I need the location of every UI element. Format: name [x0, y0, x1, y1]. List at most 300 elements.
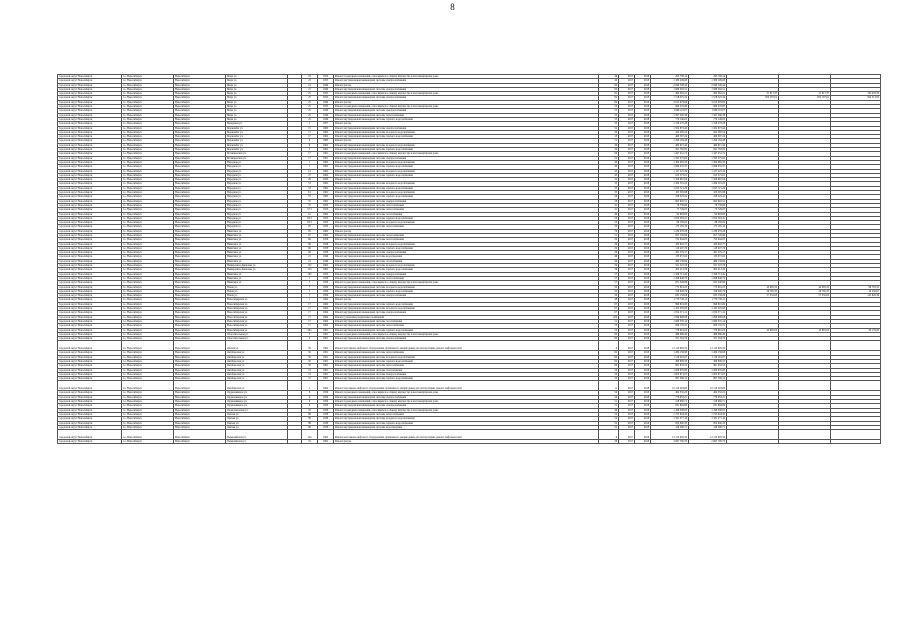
- cell-sum_a: 75 729,05: [651, 208, 689, 212]
- cell-city: г.о. Новосибирск: [122, 160, 174, 164]
- cell-region: городской округ Новосибирск: [58, 143, 122, 147]
- cell-sum_b: 1 116 291,67: [689, 355, 727, 359]
- cell-region: городской округ Новосибирск: [58, 100, 122, 104]
- cell-municipality: Новосибирск: [174, 264, 226, 268]
- cell-sum_a: 701 504,76: [651, 337, 689, 341]
- cell-sum_a: 778 991,03: [651, 328, 689, 332]
- cell-year_built: 1938: [318, 425, 334, 429]
- cell-building: 25: [302, 109, 318, 113]
- cell-region: городской округ Новосибирск: [58, 178, 122, 182]
- cell-year: 2018: [635, 169, 651, 173]
- cell-street: Обская ул.: [226, 341, 288, 351]
- cell-work: Ремонт внутридомовой инженерной системы горячего водоснабжения: [334, 289, 599, 293]
- cell-year_built: 1949: [318, 109, 334, 113]
- cell-work: Ремонт внутридомовой инженерной системы холодного водоснабжения: [334, 221, 599, 225]
- cell-municipality: Новосибирск: [174, 272, 226, 276]
- cell-house: [288, 430, 302, 440]
- cell-year: 2018: [635, 152, 651, 156]
- cell-u2: 2017: [619, 391, 635, 395]
- cell-city: г.о. Новосибирск: [122, 319, 174, 323]
- cell-city: г.о. Новосибирск: [122, 113, 174, 117]
- cell-u1: 50: [599, 122, 619, 126]
- cell-region: городской округ Новосибирск: [58, 130, 122, 134]
- cell-work: Ремонт внутридомовой инженерной системы электроснабжения: [334, 337, 599, 341]
- cell-work: Ремонт внутридомовой инженерной системы электроснабжения: [334, 311, 599, 315]
- cell-work: Ремонт внутридомовой инженерной системы теплоснабжения: [334, 233, 599, 237]
- cell-sum_b: 913 375,61: [689, 173, 727, 177]
- cell-work: Ремонт внутридомовой инженерной системы горячего водоснабжения: [334, 302, 599, 306]
- cell-street: Новосибирская ул.: [226, 319, 288, 323]
- cell-street: Омская ул.: [226, 412, 288, 416]
- cell-sum_b: 12 110 995,59: [689, 341, 727, 351]
- cell-building: 65: [302, 225, 318, 229]
- cell-year_built: 1959: [318, 294, 334, 298]
- cell-sum_a: 404 332,22: [651, 391, 689, 395]
- cell-u1: 60: [599, 355, 619, 359]
- cell-street: Орджоникидзе ул.: [226, 404, 288, 408]
- cell-u1: 52: [599, 412, 619, 416]
- cell-u1: 41: [599, 208, 619, 212]
- cell-city: г.о. Новосибирск: [122, 182, 174, 186]
- cell-u2: 2017: [619, 425, 635, 429]
- cell-street: Немировича-Данченко ул.: [226, 264, 288, 268]
- cell-street: Новая ул.: [226, 289, 288, 293]
- cell-u2: 2017: [619, 404, 635, 408]
- cell-year_built: 1962: [318, 440, 334, 444]
- cell-city: г.о. Новосибирск: [122, 122, 174, 126]
- cell-street: Никитина ул.: [226, 242, 288, 246]
- cell-city: г.о. Новосибирск: [122, 276, 174, 280]
- cell-building: 9: [302, 139, 318, 143]
- cell-building: 1/1: [302, 169, 318, 173]
- cell-year: 2018: [635, 79, 651, 83]
- cell-street: Обогатительная ул.: [226, 337, 288, 341]
- cell-street: Новая ул.: [226, 285, 288, 289]
- cell-city: г.о. Новосибирск: [122, 294, 174, 298]
- cell-region: городской округ Новосибирск: [58, 255, 122, 259]
- cell-street: Народная ул.: [226, 221, 288, 225]
- cell-city: г.о. Новосибирск: [122, 203, 174, 207]
- cell-year_built: 1961: [318, 152, 334, 156]
- cell-year_built: 1960: [318, 139, 334, 143]
- cell-city: г.о. Новосибирск: [122, 417, 174, 421]
- page-number: 8: [450, 2, 455, 12]
- cell-city: г.о. Новосибирск: [122, 105, 174, 109]
- cell-building: 21: [302, 259, 318, 263]
- cell-sum_b: 1 518 325,34: [689, 96, 727, 100]
- cell-u2: 2017: [619, 160, 635, 164]
- cell-year_built: 1961: [318, 368, 334, 372]
- cell-u2: 2017: [619, 294, 635, 298]
- cell-u2: 2017: [619, 139, 635, 143]
- cell-municipality: Новосибирск: [174, 233, 226, 237]
- cell-u2: 2017: [619, 281, 635, 285]
- cell-year_built: 1938: [318, 412, 334, 416]
- cell-sum_b: 460 597,24: [689, 135, 727, 139]
- cell-sum_a: 867 596,12: [651, 377, 689, 381]
- cell-municipality: Новосибирск: [174, 440, 226, 444]
- cell-work: Ремонт внутридомовой инженерной системы холодного водоснабжения: [334, 307, 599, 311]
- cell-sum_b: 318 926,79: [689, 289, 727, 293]
- cell-u2: 2017: [619, 264, 635, 268]
- cell-year_built: 1958: [318, 238, 334, 242]
- cell-region: городской округ Новосибирск: [58, 83, 122, 87]
- cell-work: Ремонт внутридомовой инженерной системы электроснабжения: [334, 372, 599, 376]
- cell-region: городской округ Новосибирск: [58, 199, 122, 203]
- cell-municipality: Новосибирск: [174, 337, 226, 341]
- cell-sum_a: 1 294 164,48: [651, 139, 689, 143]
- cell-city: г.о. Новосибирск: [122, 246, 174, 250]
- cell-year_built: 1959: [318, 285, 334, 289]
- cell-sum_b: 404 332,22: [689, 391, 727, 395]
- cell-x2: [779, 440, 831, 444]
- cell-work: Ремонт внутридомовой инженерной системы газоснабжения: [334, 319, 599, 323]
- cell-street: Новосибирская ул.: [226, 315, 288, 319]
- cell-year_built: 1961: [318, 364, 334, 368]
- cell-sum_b: 1 284 501,23: [689, 182, 727, 186]
- cell-year: 2018: [635, 395, 651, 399]
- cell-municipality: Новосибирск: [174, 182, 226, 186]
- cell-street: Новосибирская ул.: [226, 328, 288, 332]
- cell-u1: 60: [599, 83, 619, 87]
- cell-building: 61: [302, 212, 318, 216]
- cell-building: 25: [302, 100, 318, 104]
- cell-region: городской округ Новосибирск: [58, 221, 122, 225]
- cell-work: Ремонт внутридомовой инженерной системы электроснабжения: [334, 272, 599, 276]
- cell-year: 2018: [635, 229, 651, 233]
- cell-year_built: 1956: [318, 391, 334, 395]
- cell-building: 67: [302, 233, 318, 237]
- cell-x2: 43 865,03: [779, 328, 831, 332]
- cell-u2: 2017: [619, 152, 635, 156]
- cell-building: 51: [302, 377, 318, 381]
- cell-sum_b: 1 239 078,28: [689, 229, 727, 233]
- cell-city: г.о. Новосибирск: [122, 404, 174, 408]
- cell-city: г.о. Новосибирск: [122, 364, 174, 368]
- cell-city: г.о. Новосибирск: [122, 92, 174, 96]
- cell-u1: 28: [599, 195, 619, 199]
- cell-municipality: Новосибирск: [174, 75, 226, 79]
- cell-sum_b: 2 667 700,70: [689, 440, 727, 444]
- cell-municipality: Новосибирск: [174, 285, 226, 289]
- cell-municipality: Новосибирск: [174, 130, 226, 134]
- cell-sum_b: 635 158,66: [689, 294, 727, 298]
- cell-street: Обогатительная ул.: [226, 332, 288, 336]
- cell-year_built: 1953: [318, 216, 334, 220]
- cell-sum_a: 135 072,92: [651, 255, 689, 259]
- cell-work: Ремонт внутридомовой инженерной системы холодного водоснабжения: [334, 169, 599, 173]
- cell-sum_a: 3 615 678,60: [651, 100, 689, 104]
- cell-work: Ремонт внутридомовой инженерной системы теплоснабжения: [334, 225, 599, 229]
- cell-u2: 2017: [619, 381, 635, 391]
- cell-city: г.о. Новосибирск: [122, 400, 174, 404]
- cell-city: г.о. Новосибирск: [122, 242, 174, 246]
- cell-street: Народная ул.: [226, 186, 288, 190]
- cell-city: г.о. Новосибирск: [122, 307, 174, 311]
- cell-year: 2018: [635, 100, 651, 104]
- cell-municipality: Новосибирск: [174, 351, 226, 355]
- cell-year: 2018: [635, 324, 651, 328]
- cell-year_built: 1961: [318, 377, 334, 381]
- cell-street: Октябрьская ул.: [226, 368, 288, 372]
- cell-sum_a: 1 447 431,72: [651, 152, 689, 156]
- cell-sum_b: 484 915,44: [689, 143, 727, 147]
- cell-sum_a: 778 953,21: [651, 395, 689, 399]
- cell-year: 2018: [635, 238, 651, 242]
- cell-year: 2018: [635, 242, 651, 246]
- cell-year: 2018: [635, 400, 651, 404]
- cell-sum_a: 486 686,49: [651, 332, 689, 336]
- cell-work: Ремонт или замена лифтового оборудования, признанного непригодным для эксплуатации, ремонт лифтовых шахт: [334, 341, 599, 351]
- cell-region: городской округ Новосибирск: [58, 92, 122, 96]
- cell-year: 2018: [635, 268, 651, 272]
- cell-street: Мира ул.: [226, 92, 288, 96]
- cell-year: 2018: [635, 246, 651, 250]
- cell-u1: 49: [599, 212, 619, 216]
- cell-region: городской округ Новосибирск: [58, 404, 122, 408]
- cell-u1: 55: [599, 328, 619, 332]
- cell-municipality: Новосибирск: [174, 229, 226, 233]
- cell-street: Народная ул.: [226, 173, 288, 177]
- cell-sum_b: 775 819,25: [689, 285, 727, 289]
- cell-year_built: 1962: [318, 148, 334, 152]
- cell-work: Ремонт подъездных помещений, относящихся к общему имуществу в многоквартирном доме: [334, 400, 599, 404]
- cell-sum_a: 119 407,76: [651, 246, 689, 250]
- cell-x3: 89 783,35: [831, 285, 881, 289]
- cell-u2: 2017: [619, 203, 635, 207]
- cell-street: Никитина ул.: [226, 276, 288, 280]
- cell-u2: 2017: [619, 285, 635, 289]
- cell-work: Ремонт внутридомовой инженерной системы электроснабжения: [334, 87, 599, 91]
- cell-sum_b: 1 753 844,35: [689, 412, 727, 416]
- cell-sum_b: 360 809,35: [689, 360, 727, 364]
- cell-sum_b: 105 395,88: [689, 191, 727, 195]
- cell-city: г.о. Новосибирск: [122, 126, 174, 130]
- cell-sum_b: 175 165,10: [689, 225, 727, 229]
- cell-region: городской округ Новосибирск: [58, 421, 122, 425]
- cell-work: Ремонт внутридомовой инженерной системы холодного водоснабжения: [334, 285, 599, 289]
- cell-sum_b: 486 686,49: [689, 332, 727, 336]
- cell-year: 2018: [635, 160, 651, 164]
- cell-region: городской округ Новосибирск: [58, 229, 122, 233]
- cell-region: городской округ Новосибирск: [58, 341, 122, 351]
- cell-sum_a: 1 198 308,03: [651, 408, 689, 412]
- cell-year: 2018: [635, 272, 651, 276]
- cell-building: 1: [302, 165, 318, 169]
- cell-year_built: 1962: [318, 268, 334, 272]
- cell-municipality: Новосибирск: [174, 191, 226, 195]
- cell-sum_b: 228 525,41: [689, 195, 727, 199]
- cell-year_built: 1961: [318, 351, 334, 355]
- cell-sum_a: 78 739,60: [651, 203, 689, 207]
- cell-u1: 52: [599, 417, 619, 421]
- cell-city: г.о. Новосибирск: [122, 328, 174, 332]
- cell-sum_a: 489 139,84: [651, 259, 689, 263]
- cell-sum_a: 12 110 995,59: [651, 430, 689, 440]
- cell-year: 2018: [635, 126, 651, 130]
- cell-x1: 29 785,35: [727, 289, 779, 293]
- cell-u1: 51: [599, 400, 619, 404]
- cell-building: 63/1: [302, 216, 318, 220]
- cell-year_built: 1963: [318, 430, 334, 440]
- cell-u2: 2017: [619, 143, 635, 147]
- cell-year_built: 1961: [318, 360, 334, 364]
- cell-city: г.о. Новосибирск: [122, 96, 174, 100]
- cell-city: г.о. Новосибирск: [122, 208, 174, 212]
- cell-building: 23: [302, 75, 318, 79]
- cell-year: 2018: [635, 143, 651, 147]
- cell-street: Никитина ул.: [226, 233, 288, 237]
- cell-sum_a: 1 284 156,98: [651, 351, 689, 355]
- cell-work: Ремонт внутридомовой инженерной системы теплоснабжения: [334, 203, 599, 207]
- cell-u1: 229: [599, 315, 619, 319]
- cell-u2: 2017: [619, 182, 635, 186]
- cell-u1: 40: [599, 160, 619, 164]
- cell-city: г.о. Новосибирск: [122, 372, 174, 376]
- cell-u1: 29: [599, 130, 619, 134]
- cell-u2: 2017: [619, 113, 635, 117]
- cell-region: городской округ Новосибирск: [58, 372, 122, 376]
- cell-u2: 2017: [619, 191, 635, 195]
- cell-u1: 56: [599, 391, 619, 395]
- cell-sum_a: 770 146,03: [651, 117, 689, 121]
- cell-sum_b: 1 025 721,29: [689, 186, 727, 190]
- cell-year: 2018: [635, 289, 651, 293]
- cell-x3: 564 313,85: [831, 96, 881, 100]
- cell-sum_a: 1 103 205,83: [651, 307, 689, 311]
- cell-city: г.о. Новосибирск: [122, 289, 174, 293]
- cell-year: 2018: [635, 148, 651, 152]
- cell-u1: 6: [599, 341, 619, 351]
- cell-municipality: Новосибирск: [174, 364, 226, 368]
- cell-u1: 60: [599, 364, 619, 368]
- cell-u1: 67: [599, 311, 619, 315]
- cell-region: городской округ Новосибирск: [58, 430, 122, 440]
- cell-u1: 50: [599, 294, 619, 298]
- cell-city: г.о. Новосибирск: [122, 368, 174, 372]
- cell-city: г.о. Новосибирск: [122, 251, 174, 255]
- cell-city: г.о. Новосибирск: [122, 311, 174, 315]
- cell-city: г.о. Новосибирск: [122, 87, 174, 91]
- cell-building: 5: [302, 332, 318, 336]
- cell-sum_b: 3 615 678,60: [689, 100, 727, 104]
- cell-year_built: 1962: [318, 199, 334, 203]
- cell-year: 2018: [635, 281, 651, 285]
- cell-work: Ремонт внутридомовой инженерной системы горячего водоснабжения: [334, 216, 599, 220]
- cell-street: Народная ул.: [226, 212, 288, 216]
- cell-year_built: 1962: [318, 212, 334, 216]
- cell-building: 55: [302, 195, 318, 199]
- cell-region: городской округ Новосибирск: [58, 355, 122, 359]
- cell-region: городской округ Новосибирск: [58, 251, 122, 255]
- cell-u1: 21: [599, 139, 619, 143]
- cell-building: 25: [302, 96, 318, 100]
- cell-building: 6: [302, 395, 318, 399]
- cell-street: Моркомбат ул.: [226, 143, 288, 147]
- cell-region: городской округ Новосибирск: [58, 238, 122, 242]
- cell-building: 63/1: [302, 221, 318, 225]
- cell-municipality: Новосибирск: [174, 165, 226, 169]
- cell-sum_b: 1 198 308,03: [689, 408, 727, 412]
- cell-city: г.о. Новосибирск: [122, 130, 174, 134]
- cell-sum_b: 861 932,52: [689, 364, 727, 368]
- cell-street: Орджоникидзе ул.: [226, 395, 288, 399]
- cell-sum_a: 960 270,85: [651, 105, 689, 109]
- cell-sum_a: 492 362,21: [651, 92, 689, 96]
- cell-work: Ремонт внутридомовой инженерной системы горячего водоснабжения: [334, 421, 599, 425]
- cell-year: 2018: [635, 186, 651, 190]
- cell-u1: 22: [599, 178, 619, 182]
- cell-year_built: 1953: [318, 92, 334, 96]
- cell-municipality: Новосибирск: [174, 126, 226, 130]
- cell-street: Октябрьская ул.: [226, 377, 288, 381]
- cell-u1: 66: [599, 152, 619, 156]
- cell-building: 25: [302, 92, 318, 96]
- cell-building: 59: [302, 341, 318, 351]
- cell-building: 17: [302, 302, 318, 306]
- cell-municipality: Новосибирск: [174, 148, 226, 152]
- cell-year: 2018: [635, 208, 651, 212]
- cell-sum_a: 999 801,00: [651, 302, 689, 306]
- cell-u1: 50: [599, 377, 619, 381]
- cell-sum_b: 295 708,14: [689, 75, 727, 79]
- cell-building: 7: [302, 294, 318, 298]
- cell-sum_b: 75 729,05: [689, 208, 727, 212]
- cell-municipality: Новосибирск: [174, 203, 226, 207]
- cell-u1: 82: [599, 92, 619, 96]
- cell-region: городской округ Новосибирск: [58, 135, 122, 139]
- cell-building: 89: [302, 421, 318, 425]
- cell-building: 29: [302, 178, 318, 182]
- cell-u1: 28: [599, 199, 619, 203]
- cell-sum_b: 856 135,31: [689, 324, 727, 328]
- cell-region: городской округ Новосибирск: [58, 276, 122, 280]
- cell-municipality: Новосибирск: [174, 368, 226, 372]
- cell-year: 2018: [635, 199, 651, 203]
- cell-year_built: 1949: [318, 100, 334, 104]
- cell-year_built: 1953: [318, 75, 334, 79]
- cell-region: городской округ Новосибирск: [58, 75, 122, 79]
- cell-sum_a: 1 054 571,12: [651, 311, 689, 315]
- cell-municipality: Новосибирск: [174, 381, 226, 391]
- cell-municipality: Новосибирск: [174, 268, 226, 272]
- cell-year: 2018: [635, 302, 651, 306]
- cell-work: Ремонт внутридомовой инженерной системы теплоснабжения: [334, 412, 599, 416]
- cell-building: 69: [302, 242, 318, 246]
- cell-street: Народная ул.: [226, 195, 288, 199]
- cell-sum_b: 135 072,92: [689, 255, 727, 259]
- cell-sum_a: 10 118 293,60: [651, 381, 689, 391]
- cell-work: Ремонт фасада: [334, 440, 599, 444]
- cell-year_built: 1962: [318, 229, 334, 233]
- cell-street: Моркомбат ул.: [226, 126, 288, 130]
- cell-sum_b: 770 146,03: [689, 117, 727, 121]
- cell-u2: 2017: [619, 417, 635, 421]
- cell-work: Ремонт внутридомовой инженерной системы горячего водоснабжения: [334, 117, 599, 121]
- cell-street: Мичурина ул.: [226, 122, 288, 126]
- cell-building: 15: [302, 126, 318, 130]
- cell-street: Никитина ул.: [226, 246, 288, 250]
- cell-municipality: Новосибирск: [174, 156, 226, 160]
- cell-building: 17: [302, 130, 318, 134]
- cell-year: 2018: [635, 251, 651, 255]
- cell-municipality: Новосибирск: [174, 79, 226, 83]
- cell-sum_a: 1 284 501,23: [651, 182, 689, 186]
- cell-street: Октябрьская ул.: [226, 381, 288, 391]
- cell-building: 1: [302, 381, 318, 391]
- cell-u2: 2017: [619, 276, 635, 280]
- cell-x2: 57 032,63: [779, 294, 831, 298]
